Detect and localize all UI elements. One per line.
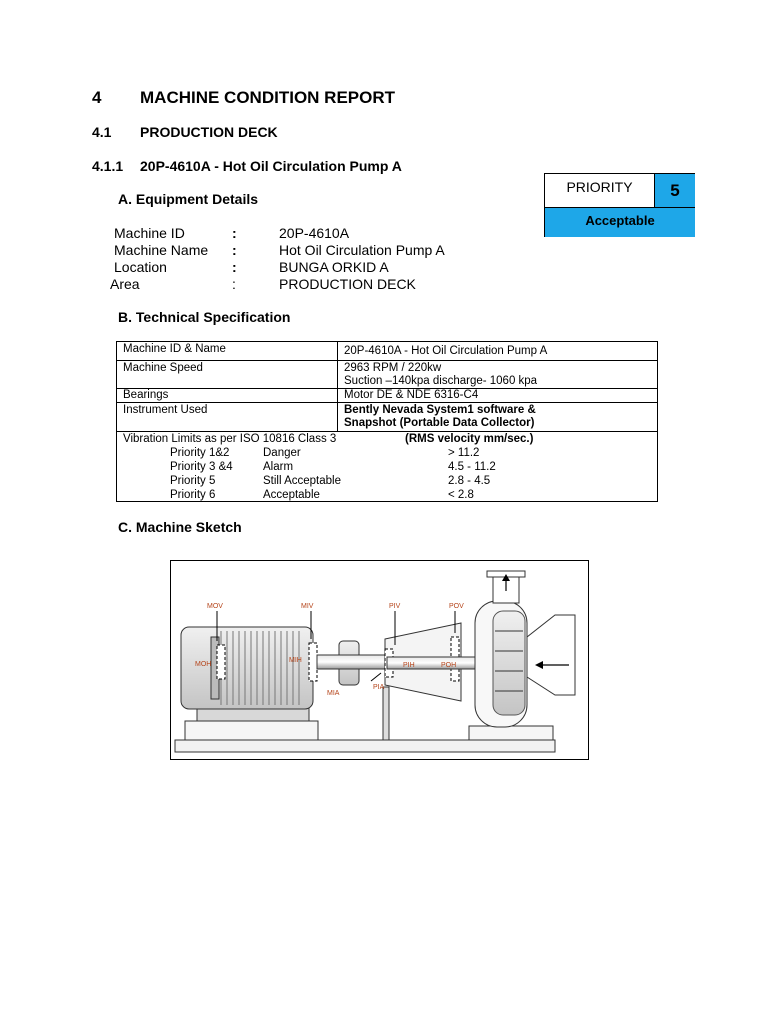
table-row	[117, 389, 657, 403]
subsubsection-number: 4.1.1	[92, 158, 124, 174]
spec-table	[116, 341, 658, 502]
pump-motor-diagram	[171, 561, 588, 759]
label-pov: POV	[449, 603, 464, 610]
suction-nozzle	[527, 615, 575, 695]
spec-value: Bently Nevada System1 software &	[344, 404, 536, 416]
motor-nde-bearing	[217, 645, 225, 679]
spec-value: 20P-4610A - Hot Oil Circulation Pump A	[344, 345, 548, 357]
motor-de-bearing	[309, 643, 317, 681]
label-mih: MIH	[289, 657, 302, 664]
spec-label: Bearings	[123, 389, 169, 401]
equipment-value: Hot Oil Circulation Pump A	[279, 242, 445, 258]
spec-value-2: Suction –140kpa discharge- 1060 kpa	[344, 375, 538, 387]
limits-section	[117, 432, 657, 501]
limit-priority: Priority 1&2	[170, 447, 230, 459]
equipment-label: Location	[114, 259, 167, 275]
subsubsection-title: 20P-4610A - Hot Oil Circulation Pump A	[140, 158, 402, 174]
label-poh: POH	[441, 662, 457, 669]
priority-label: PRIORITY	[545, 174, 655, 207]
limits-unit: (RMS velocity mm/sec.)	[405, 433, 534, 445]
table-row	[117, 403, 657, 432]
spec-label: Machine Speed	[123, 362, 203, 374]
subsection-title: PRODUCTION DECK	[140, 124, 278, 140]
limit-range: 2.8 - 4.5	[448, 475, 491, 487]
label-pia: PIA	[373, 684, 385, 691]
label-mov: MOV	[207, 603, 223, 610]
label-piv: PIV	[389, 603, 401, 610]
limit-priority: Priority 5	[170, 475, 216, 487]
spec-label: Instrument Used	[123, 404, 208, 416]
equipment-value: PRODUCTION DECK	[279, 276, 416, 292]
label-mia: MIA	[327, 690, 340, 697]
equipment-value: 20P-4610A	[279, 225, 350, 241]
spec-value: 2963 RPM / 220kw	[344, 362, 442, 374]
label-miv: MIV	[301, 603, 314, 610]
priority-status: Acceptable	[545, 207, 695, 237]
section-title: MACHINE CONDITION REPORT	[140, 88, 395, 107]
equipment-sep: :	[232, 276, 236, 292]
spec-value: Motor DE & NDE 6316-C4	[344, 389, 479, 401]
tech-heading: B. Technical Specification	[118, 309, 291, 325]
limit-status: Still Acceptable	[263, 475, 341, 487]
spec-label: Machine ID & Name	[123, 343, 226, 355]
machine-sketch	[170, 560, 589, 760]
limit-status: Acceptable	[263, 489, 320, 501]
limit-status: Alarm	[263, 461, 294, 473]
priority-value: 5	[655, 174, 695, 207]
limit-priority: Priority 3 &4	[170, 461, 233, 473]
sketch-heading: C. Machine Sketch	[118, 519, 242, 535]
subsection-number: 4.1	[92, 124, 112, 140]
equipment-sep: :	[232, 242, 237, 258]
limit-range: 4.5 - 11.2	[448, 461, 496, 473]
label-pih: PIH	[403, 662, 415, 669]
equipment-sep: :	[232, 225, 237, 241]
table-row	[117, 342, 657, 361]
base-plate	[175, 740, 555, 752]
priority-box	[544, 173, 695, 237]
label-moh: MOH	[195, 661, 212, 668]
equipment-value: BUNGA ORKID A	[279, 259, 389, 275]
section-number: 4	[92, 88, 102, 107]
limit-range: < 2.8	[448, 489, 474, 501]
table-row	[117, 361, 657, 389]
limit-priority: Priority 6	[170, 489, 216, 501]
limit-range: > 11.2	[448, 447, 480, 459]
spec-value-2: Snapshot (Portable Data Collector)	[344, 417, 535, 429]
equipment-label: Area	[110, 276, 140, 292]
pump-base	[469, 726, 553, 740]
limits-title: Vibration Limits as per ISO 10816 Class 3	[123, 433, 337, 445]
equipment-label: Machine ID	[114, 225, 185, 241]
motor-base	[185, 721, 318, 740]
limit-status: Danger	[263, 447, 301, 459]
equipment-label: Machine Name	[114, 242, 209, 258]
equipment-heading: A. Equipment Details	[118, 191, 259, 207]
equipment-sep: :	[232, 259, 237, 275]
